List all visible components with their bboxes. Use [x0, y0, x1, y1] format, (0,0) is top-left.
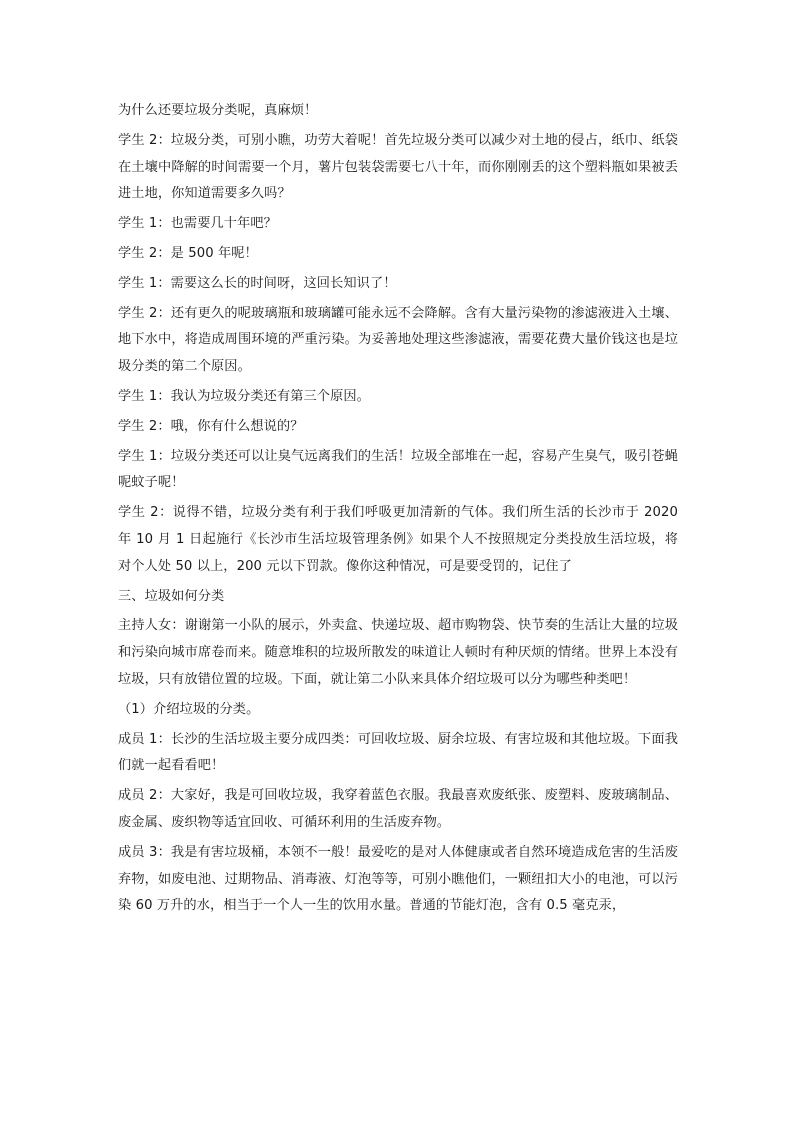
paragraph: 学生 1：垃圾分类还可以让臭气远离我们的生活！垃圾全部堆在一起，容易产生臭气，吸引苍蝇呢蚊子呢！ [118, 448, 678, 491]
paragraph: 学生 2：说得不错，垃圾分类有利于我们呼吸更加清新的气体。我们所生活的长沙市于 2020 年 10 月 1 日起施行《长沙市生活垃圾管理条例》如果个人不按照规定分类投放生活垃圾，将对个人处 50 以上，200 元以下罚款。像你这种情况，可是要受罚的，记住了 [118, 505, 678, 574]
paragraph: 成员 1：长沙的生活垃圾主要分成四类：可回收垃圾、厨余垃圾、有害垃圾和其他垃圾。下面我们就一起看看吧！ [118, 731, 678, 774]
paragraph: 学生 2：垃圾分类，可别小瞧，功劳大着呢！首先垃圾分类可以减少对土地的侵占，纸巾、纸袋在土壤中降解的时间需要一个月，薯片包装袋需要七八十年，而你刚刚丢的这个塑料瓶如果被丢进土地，你知道需要多久吗？ [118, 132, 678, 202]
section-heading: 三、垃圾如何分类 [118, 588, 225, 604]
paragraph: 主持人女：谢谢第一小队的展示，外卖盒、快递垃圾、超市购物袋、快节奏的生活让大量的垃圾和污染向城市席卷而来。随意堆积的垃圾所散发的味道让人顿时有种厌烦的情绪。世界上本没有垃圾，只有放错位置的垃圾。下面，就让第二小队来具体介绍垃圾可以分为哪些种类吧！ [118, 618, 678, 687]
subsection-heading: （1）介绍垃圾的分类。 [118, 701, 260, 717]
paragraph: 学生 2：哦，你有什么想说的？ [118, 418, 304, 434]
document-body [118, 98, 678, 923]
paragraph: 为什么还要垃圾分类呢，真麻烦！ [118, 103, 318, 118]
paragraph: 成员 2：大家好，我是可回收垃圾，我穿着蓝色衣服。我最喜欢废纸张、废塑料、废玻璃制品、废金属、废织物等适宜回收、可循环利用的生活废弃物。 [118, 788, 678, 830]
paragraph: 成员 3：我是有害垃圾桶，本领不一般！最爱吃的是对人体健康或者自然环境造成危害的生活废弃物，如废电池、过期物品、消毒液、灯泡等等，可别小瞧他们，一颗纽扣大小的电池，可以污染 60 万升的水，相当于一个人一生的饮用水量。普通的节能灯泡，含有 0.5 毫克汞， [118, 844, 678, 914]
paragraph: 学生 1：我认为垃圾分类还有第三个原因。 [118, 388, 370, 404]
paragraph: 学生 2：是 500 年呢！ [118, 245, 258, 261]
paragraph: 学生 1：需要这么长的时间呀，这回长知识了！ [118, 275, 397, 291]
paragraph: 学生 2：还有更久的呢玻璃瓶和玻璃罐可能永远不会降解。含有大量污染物的渗滤液进入土壤、地下水中，将造成周围环境的严重污染。为妥善地处理这些渗滤液，需要花费大量价钱这也是垃圾分类的第二个原因。 [118, 305, 678, 375]
paragraph: 学生 1：也需要几十年吧？ [118, 216, 277, 232]
